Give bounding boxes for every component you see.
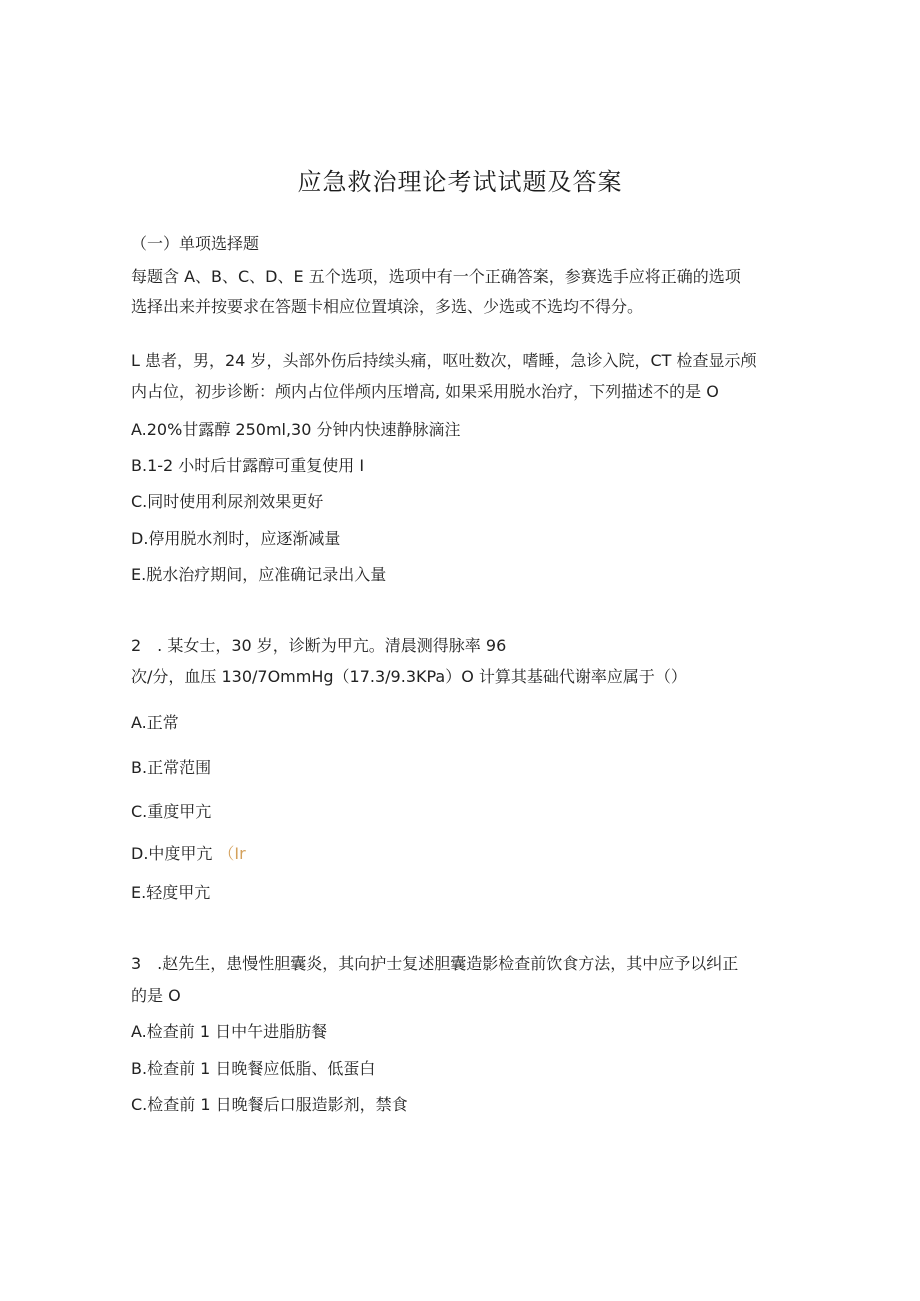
page-title: 应急救治理论考试试题及答案 [297, 168, 623, 196]
question-2-option-b: B.正常范围 [131, 758, 212, 777]
question-2-option-d-row [131, 844, 246, 864]
question-1-option-c: C.同时使用利尿剂效果更好 [131, 492, 324, 511]
question-2-option-d-note: （Ir [218, 844, 246, 863]
question-2-option-e: E.轻度甲亢 [131, 883, 211, 902]
question-3-stem-line-1: 3 .赵先生，患慢性胆囊炎，其向护士复述胆囊造影检查前饮食方法，其中应予以纠正 [131, 954, 739, 973]
question-1-option-b: B.1-2 小时后甘露醇可重复使用 I [131, 456, 365, 475]
instructions-line-1: 每题含 A、B、C、D、E 五个选项，选项中有一个正确答案，参赛选手应将正确的选项 [131, 267, 741, 286]
question-2-option-c: C.重度甲亢 [131, 802, 212, 821]
question-2-option-d: D.中度甲亢 [131, 844, 213, 863]
question-3-option-b: B.检查前 1 日晚餐应低脂、低蛋白 [131, 1059, 376, 1078]
question-1-stem-line-2: 内占位，初步诊断：颅内占位伴颅内压增高, 如果采用脱水治疗，下列描述不的是 O [131, 382, 719, 401]
question-1-option-e: E.脱水治疗期间，应准确记录出入量 [131, 565, 387, 584]
question-2-stem-line-2: 次/分，血压 130/7OmmHg（17.3/9.3KPa）O 计算其基础代谢率应属于（） [131, 667, 687, 686]
question-2-stem-line-1: 2 . 某女士，30 岁，诊断为甲亢。清晨测得脉率 96 [131, 636, 507, 655]
question-3-option-a: A.检查前 1 日中午进脂肪餐 [131, 1022, 328, 1041]
question-2-option-a: A.正常 [131, 713, 179, 732]
section-heading: （一）单项选择题 [131, 234, 260, 253]
question-3-option-c: C.检查前 1 日晚餐后口服造影剂，禁食 [131, 1095, 408, 1114]
question-1-option-d: D.停用脱水剂时，应逐渐减量 [131, 529, 341, 548]
question-1-option-a: A.20%甘露醇 250ml,30 分钟内快速静脉滴注 [131, 420, 461, 439]
question-1-stem-line-1: L 患者，男，24 岁，头部外伤后持续头痛，呕吐数次，嗜睡，急诊入院，CT 检查显示颅 [131, 351, 757, 370]
instructions-line-2: 选择出来并按要求在答题卡相应位置填涂，多选、少选或不选均不得分。 [131, 297, 644, 316]
question-3-stem-line-2: 的是 O [131, 986, 181, 1005]
